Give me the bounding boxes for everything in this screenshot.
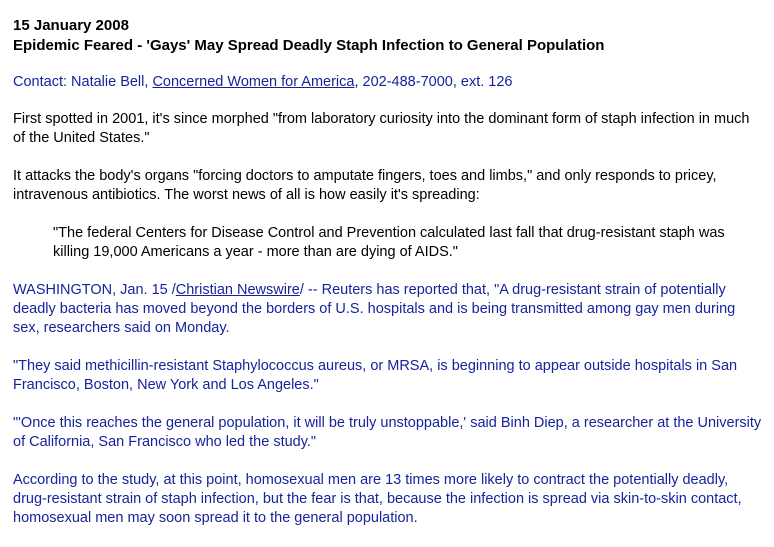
paragraph-6: According to the study, at this point, homosexual men are 13 times more likely to contract the potentially deadly, drug-resistant strain of staph infection, but the fear is that, because the infection is spread via skin-to-skin contact, homosexual men may soon spread it to the general population. [13, 472, 742, 526]
paragraph-5: "'Once this reaches the general population, it will be truly unstoppable,' said Binh Diep, a researcher at the University of California, San Francisco who led the study." [13, 415, 762, 450]
dateline-suffix: / -- Reuters has reported that, "A drug-resistant strain of potentially deadly bacteria has moved beyond the borders of U.S. hospitals and is being transmitted among gay men during sex, researchers said on Monday. [13, 282, 736, 336]
contact-line [13, 73, 765, 92]
paragraph-1: First spotted in 2001, it's since morphed "from laboratory curiosity into the dominant form of staph infection in much of the United States." [13, 111, 750, 146]
concerned-women-link[interactable]: Concerned Women for America [152, 74, 355, 90]
christian-newswire-link[interactable]: Christian Newswire [175, 282, 300, 298]
paragraph-4: "They said methicillin-resistant Staphylococcus aureus, or MRSA, is beginning to appear outside hospitals in San Francisco, Boston, New York and Los Angeles." [13, 358, 738, 393]
dateline-prefix: WASHINGTON, Jan. 15 / [13, 282, 176, 298]
contact-prefix: Contact: Natalie Bell, [13, 74, 153, 90]
article-date: 15 January 2008 [13, 17, 129, 34]
article [13, 16, 765, 547]
contact-suffix: , 202-488-7000, ext. 126 [354, 74, 513, 90]
article-headline: Epidemic Feared - 'Gays' May Spread Deadly Staph Infection to General Population [13, 37, 605, 54]
block-quote: "The federal Centers for Disease Control and Prevention calculated last fall that drug-resistant staph was killing 19,000 Americans a year - more than are dying of AIDS." [53, 225, 725, 260]
dateline-paragraph [13, 281, 765, 338]
paragraph-2: It attacks the body's organs "forcing doctors to amputate fingers, toes and limbs," and only responds to pricey, intravenous antibiotics. The worst news of all is how easily it's spreading: [13, 168, 717, 203]
